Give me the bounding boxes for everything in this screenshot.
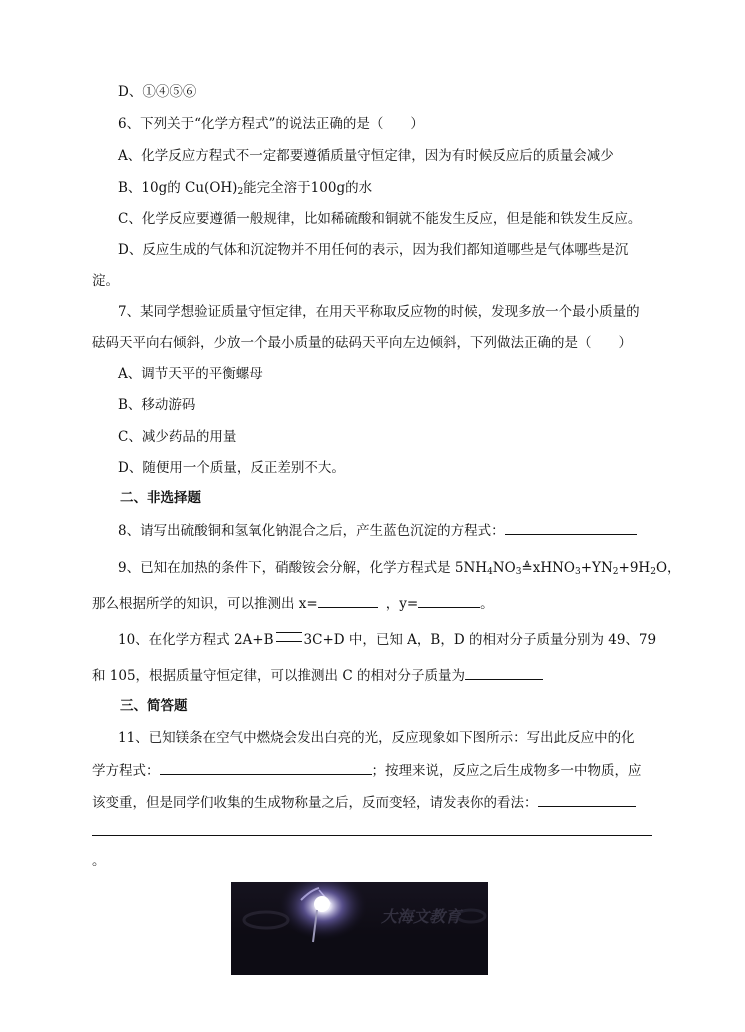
- q6-option-c: C、化学反应要遵循一般规律，比如稀硫酸和铜就不能发生反应，但是能和铁发生反应。: [118, 211, 642, 227]
- watermark-text: 大海文教育: [381, 907, 462, 926]
- q10-answer-blank[interactable]: [465, 665, 543, 680]
- q6-option-a: A、化学反应方程式不一定都要遵循质量守恒定律，因为有时候反应后的质量会减少: [118, 148, 614, 164]
- magnesium-burning-photo: [231, 882, 488, 975]
- question-10-line2: 和 105，根据质量守恒定律，可以推测出 C 的相对分子质量为: [92, 665, 543, 685]
- question-8: 8、请写出硫酸铜和氢氧化钠混合之后，产生蓝色沉淀的方程式：: [118, 520, 637, 540]
- question-11-line3: 该变重，但是同学们收集的生成物称量之后，反而变轻，请发表你的看法：: [92, 792, 636, 812]
- question-9-line1: 9、已知在加热的条件下，硝酸铵会分解，化学方程式是 $5NH_4NO_3≜xHNO_3+YN_2+9H_2O$，: [118, 560, 681, 577]
- q6-option-b: B、10g的 $Cu(OH)_2$能完全溶于100g的水: [118, 180, 373, 197]
- burning-light-image: [231, 882, 488, 975]
- question-6: 6、下列关于“化学方程式”的说法正确的是（ ）: [118, 116, 424, 132]
- option-d-prev: D、①④⑤⑥: [118, 84, 197, 100]
- q7-option-b: B、移动游码: [118, 397, 196, 413]
- question-7-line1: 7、某同学想验证质量守恒定律，在用天平称取反应物的时候，发现多放一个最小质量的: [118, 304, 640, 320]
- q11-equation-blank[interactable]: [160, 760, 372, 775]
- q8-answer-blank[interactable]: [505, 520, 637, 535]
- question-11-line2: 学方程式： ；按理来说，反应之后生成物多一中物质，应: [92, 760, 642, 780]
- equals-arrow: [276, 632, 302, 642]
- q6-option-d-line1: D、反应生成的气体和沉淀物并不用任何的表示，因为我们都知道哪些是气体哪些是沉: [118, 242, 629, 258]
- q7-option-d: D、随便用一个质量，反正差别不大。: [118, 460, 345, 476]
- q9-y-blank[interactable]: [418, 593, 480, 608]
- question-9-line2: 那么根据所学的知识，可以推测出 x= ，y= 。: [92, 593, 494, 613]
- question-11-line1: 11、已知镁条在空气中燃烧会发出白亮的光，反应现象如下图所示：写出此反应中的化: [118, 730, 635, 746]
- q11-opinion-blank[interactable]: [538, 792, 636, 807]
- section-heading-short-answer: 三、简答题: [120, 698, 188, 714]
- q7-option-c: C、减少药品的用量: [118, 429, 237, 445]
- q6-option-d-line2: 淀。: [92, 273, 119, 289]
- q7-option-a: A、调节天平的平衡螺母: [118, 366, 263, 382]
- question-11-end: 。: [92, 853, 106, 869]
- section-heading-nonchoice: 二、非选择题: [120, 490, 201, 506]
- q9-x-blank[interactable]: [318, 593, 378, 608]
- question-7-line2: 砝码天平向右倾斜，少放一个最小质量的砝码天平向左边倾斜，下列做法正确的是（ ）: [92, 335, 632, 351]
- question-10-line1: 10、在化学方程式 2A+B 3C+D 中，已知 A，B，D 的相对分子质量分别为 49、79: [118, 632, 657, 648]
- q11-opinion-line[interactable]: [92, 835, 652, 836]
